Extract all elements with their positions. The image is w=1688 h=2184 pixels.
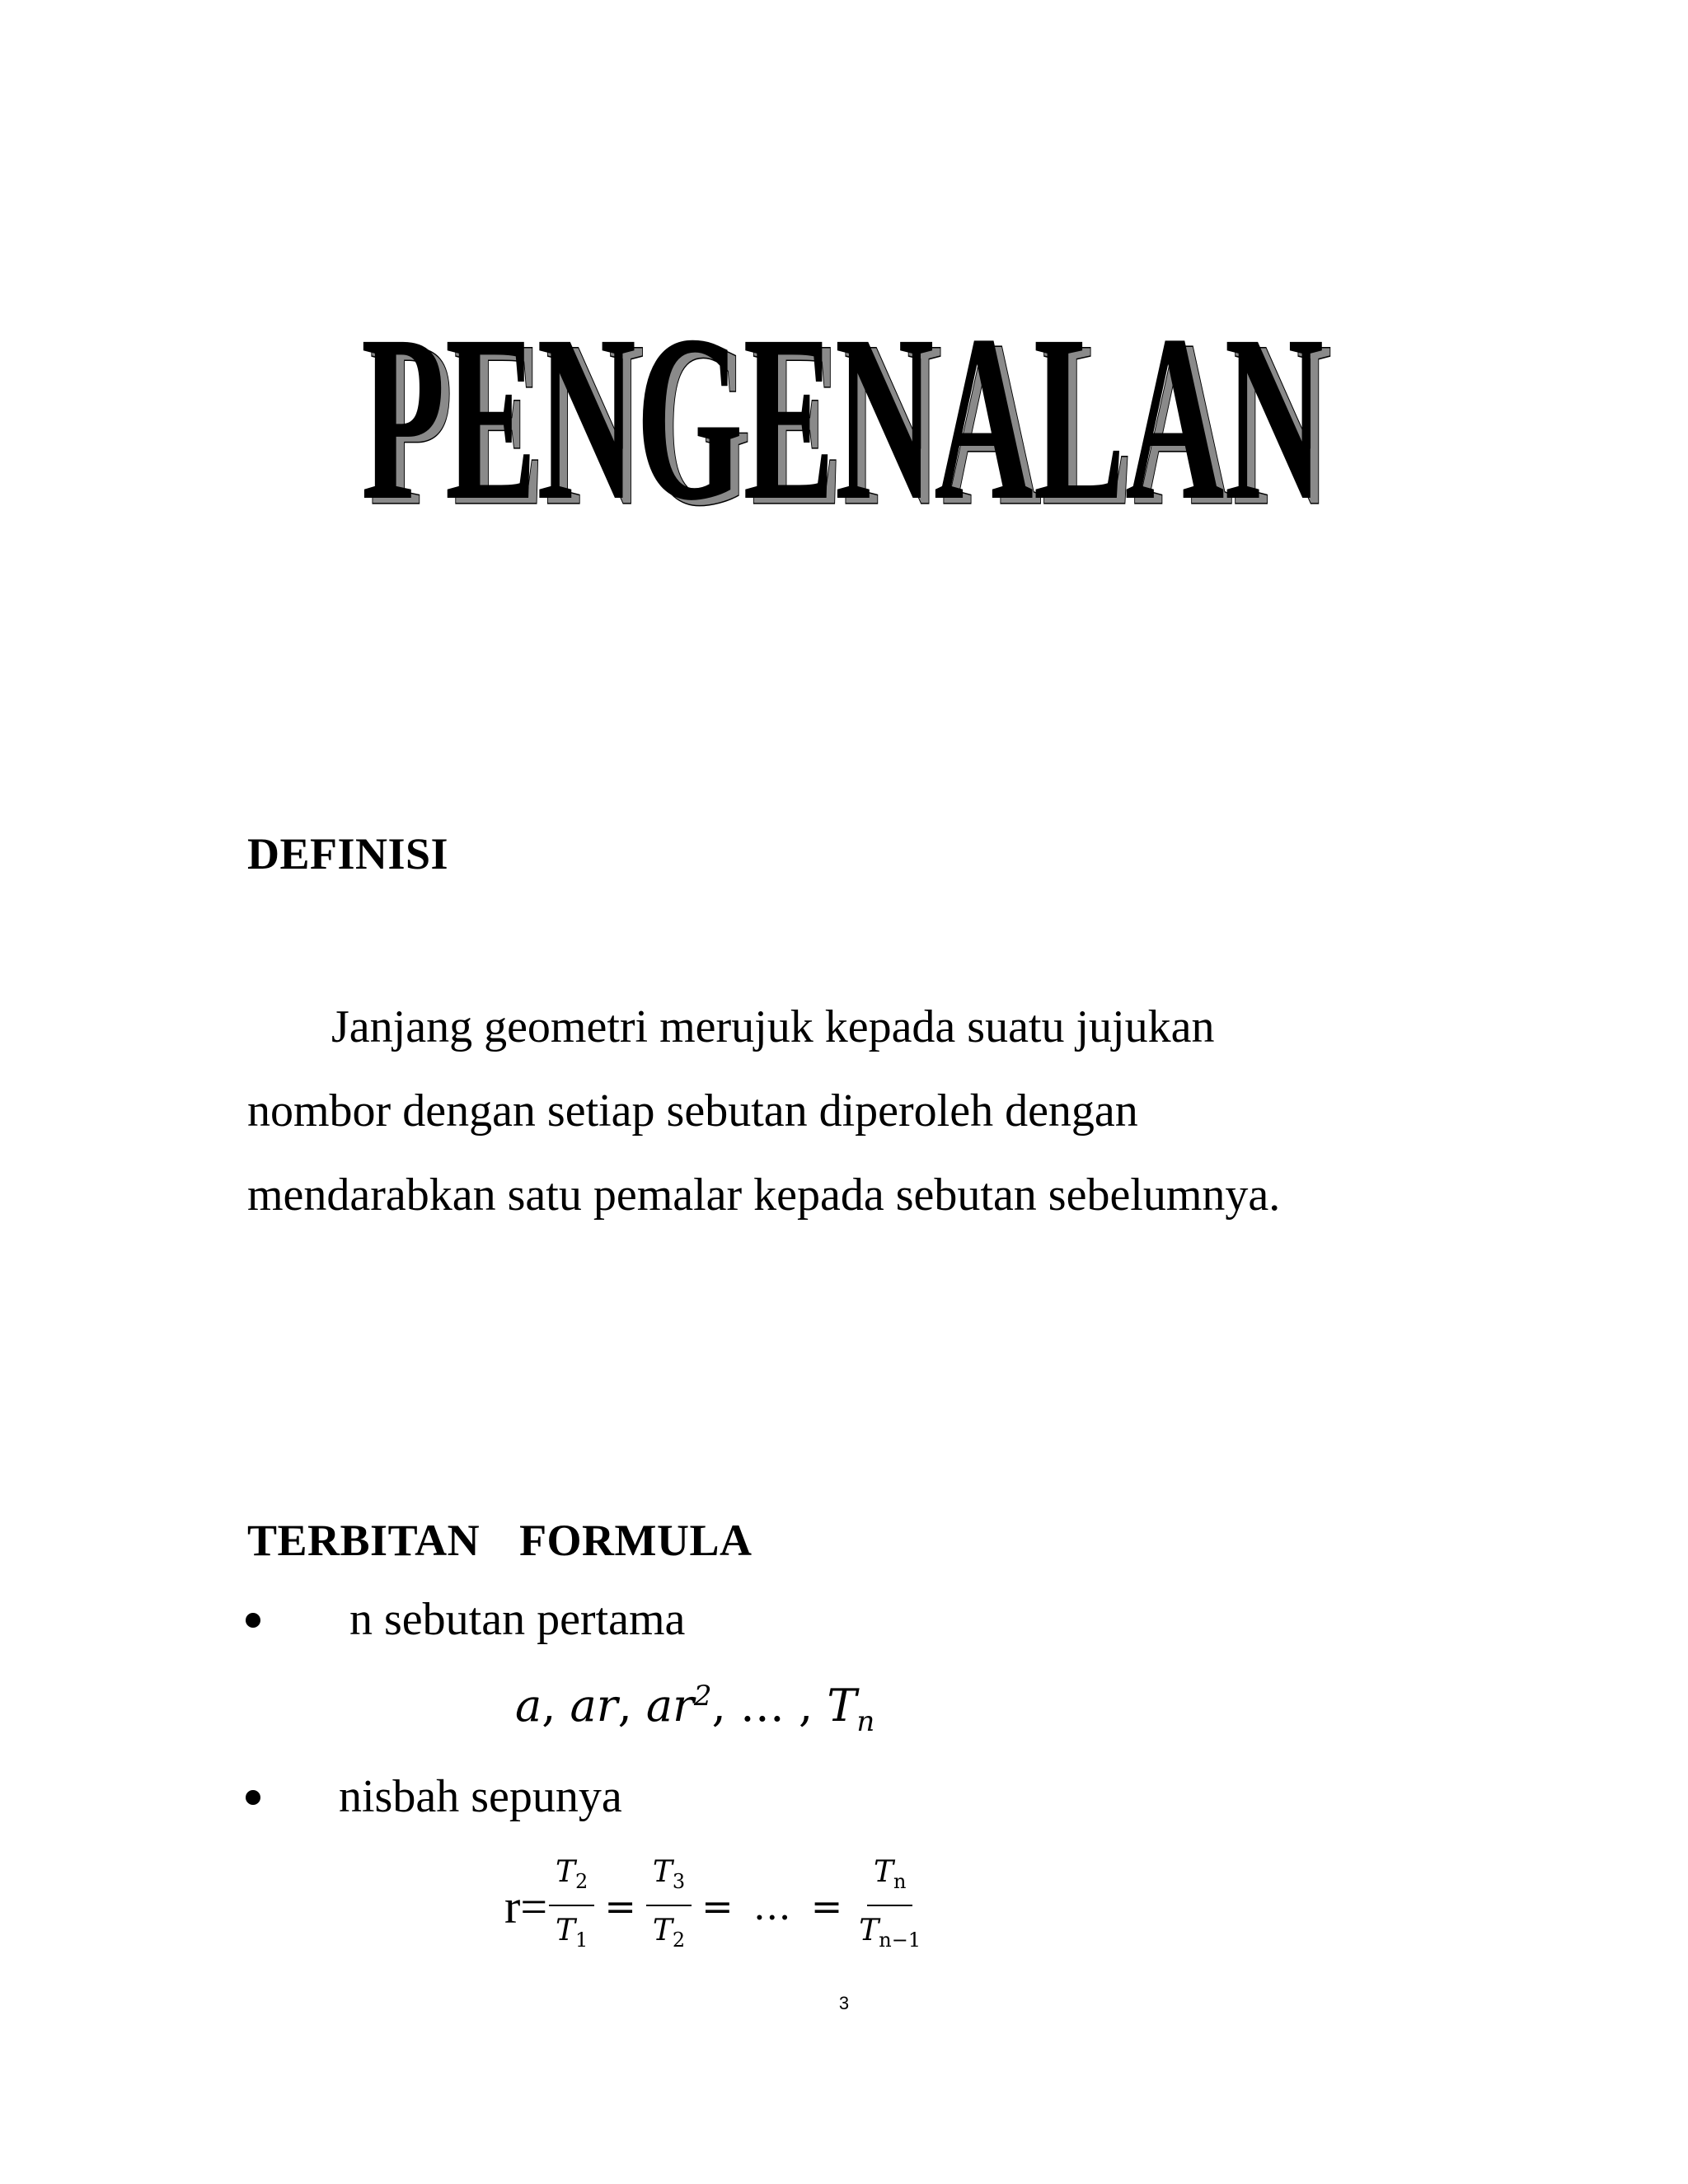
fraction-numerator: $T_n$ <box>867 1853 912 1906</box>
page-number: 3 <box>838 1993 850 2013</box>
fraction-denominator: $T_{n-1}$ <box>859 1914 921 1952</box>
fraction <box>646 1853 692 1960</box>
bullet-label: nisbah sepunya <box>339 1771 622 1822</box>
formula-separator: , <box>542 1680 570 1732</box>
heading-definisi: DEFINISI <box>247 829 449 879</box>
title-shadow: PENGENALAN <box>368 326 1332 556</box>
heading-terbitan-formula: TERBITAN FORMULA <box>247 1516 753 1565</box>
paragraph-line: mendarabkan satu pemalar kepada sebutan sebelumnya. <box>247 1169 1281 1221</box>
formula-separator: , <box>617 1680 646 1732</box>
bullet-dot-icon <box>246 1790 260 1805</box>
fraction <box>549 1853 594 1960</box>
bullet-item <box>246 1770 622 1823</box>
formula-exponent: 2 <box>693 1680 712 1713</box>
fraction-denominator: $T_1$ <box>556 1914 588 1952</box>
fraction-denominator: $T_2$ <box>652 1914 686 1952</box>
formula-term: ar <box>645 1680 694 1732</box>
sequence-formula <box>515 1680 874 1738</box>
fraction <box>852 1853 927 1960</box>
bullet-label: n sebutan pertama <box>349 1594 686 1645</box>
formula-term: T <box>827 1680 857 1732</box>
formula-term: a <box>515 1680 542 1732</box>
formula-subscript: n <box>856 1704 875 1738</box>
title-wordart <box>354 326 1335 565</box>
page-title <box>354 326 1335 565</box>
ratio-formula <box>504 1853 927 1960</box>
equals-sign: = <box>604 1884 636 1929</box>
formula-term: ar <box>570 1680 618 1732</box>
bullet-item <box>246 1593 685 1646</box>
ellipsis: … <box>753 1884 791 1929</box>
title-text: PENGENALAN <box>361 326 1325 551</box>
definition-paragraph <box>247 985 1467 1237</box>
formula-ellipsis: , … , <box>711 1680 828 1732</box>
bullet-dot-icon <box>246 1613 260 1628</box>
paragraph-line: Janjang geometri merujuk kepada suatu jujukan <box>331 1001 1215 1052</box>
ratio-label: r= <box>504 1879 548 1933</box>
fraction-numerator: $T_3$ <box>646 1853 692 1906</box>
equals-sign: = <box>810 1884 843 1929</box>
fraction-numerator: $T_2$ <box>549 1853 594 1906</box>
equals-sign: = <box>701 1884 734 1929</box>
paragraph-line: nombor dengan setiap sebutan diperoleh dengan <box>247 1085 1138 1137</box>
